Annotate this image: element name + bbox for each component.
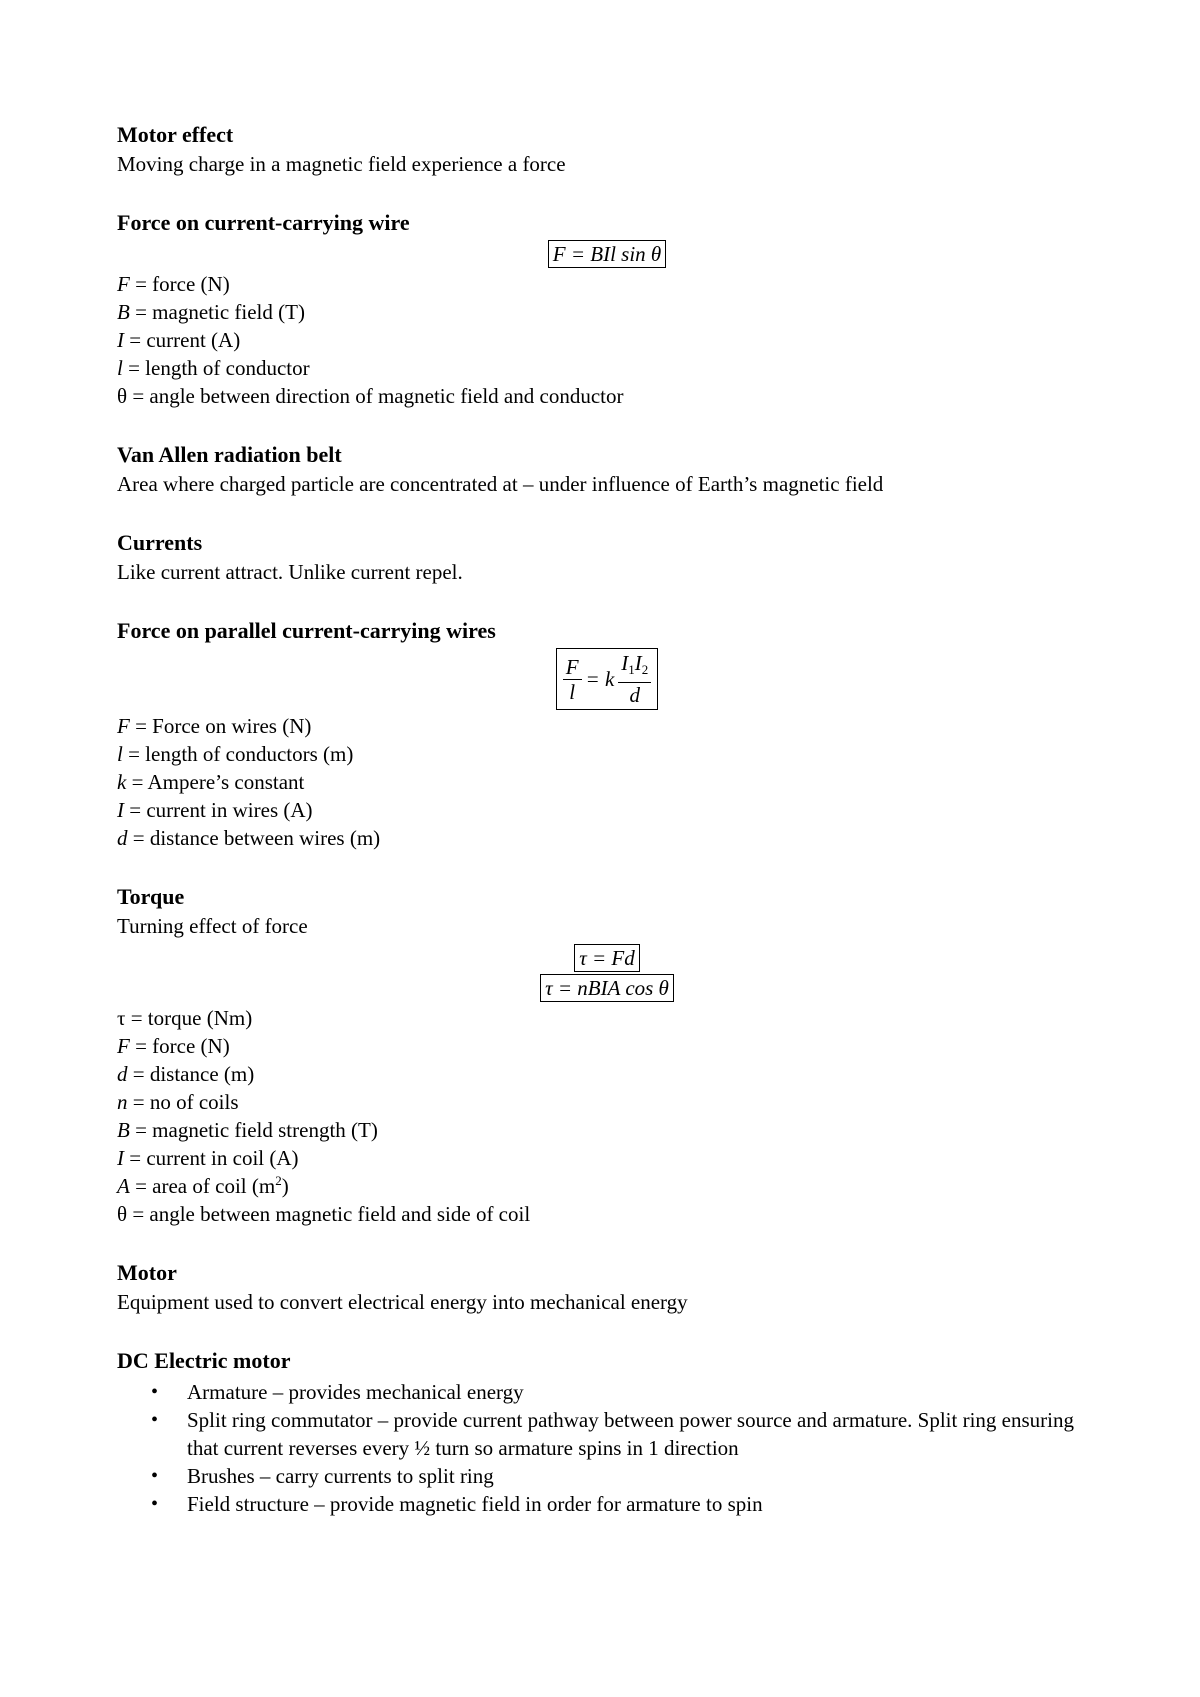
fraction-lhs	[563, 655, 582, 704]
text-currents: Like current attract. Unlike current repel.	[117, 560, 463, 584]
dc-motor-list	[117, 1378, 1097, 1518]
superscript-2: 2	[275, 1173, 282, 1188]
def-text: = angle between direction of magnetic field and conductor	[127, 384, 624, 408]
subscript-1: 1	[628, 662, 635, 677]
def-text-close: )	[281, 1174, 289, 1198]
def-symbol: l	[117, 356, 123, 380]
section-force-wire	[117, 208, 1097, 410]
def-text: = no of coils	[127, 1090, 239, 1114]
def-line	[117, 1144, 1097, 1172]
heading-motor: Motor	[117, 1260, 177, 1285]
equation-parallel	[556, 648, 659, 710]
def-text: = distance between wires (m)	[127, 826, 381, 850]
def-line	[117, 1004, 1097, 1032]
document-page	[117, 120, 1097, 1548]
def-symbol: θ	[117, 1202, 128, 1226]
heading-dc-motor: DC Electric motor	[117, 1348, 291, 1373]
def-symbol: τ	[117, 1006, 126, 1030]
def-line	[117, 298, 1097, 326]
def-line	[117, 1172, 1097, 1200]
text-motor: Equipment used to convert electrical energy into mechanical energy	[117, 1290, 688, 1314]
equation-mid: = k	[585, 667, 615, 691]
def-text: = current in coil (A)	[124, 1146, 299, 1170]
fraction-rhs	[618, 651, 651, 707]
heading-currents: Currents	[117, 530, 203, 555]
def-text: = force (N)	[129, 1034, 230, 1058]
def-symbol: n	[117, 1090, 128, 1114]
def-text: = angle between magnetic field and side of coil	[127, 1202, 531, 1226]
section-parallel-wires	[117, 616, 1097, 852]
def-text: = current in wires (A)	[124, 798, 313, 822]
list-item: • Armature – provides mechanical energy	[187, 1378, 1097, 1406]
heading-parallel-wires: Force on parallel current-carrying wires	[117, 618, 496, 643]
fraction-numerator	[618, 651, 651, 683]
fraction-denominator: l	[569, 679, 576, 704]
heading-torque: Torque	[117, 884, 185, 909]
list-item: • Brushes – carry currents to split ring	[187, 1462, 1097, 1490]
text-torque: Turning effect of force	[117, 914, 308, 938]
def-symbol: θ	[117, 384, 128, 408]
equation-torque-2: τ = nBIA cos θ	[540, 974, 674, 1002]
def-symbol: d	[117, 826, 128, 850]
equation-torque-1: τ = Fd	[574, 944, 640, 972]
equation-force-wire: F = BIl sin θ	[548, 240, 666, 268]
heading-force-wire: Force on current-carrying wire	[117, 210, 410, 235]
def-symbol: A	[117, 1174, 130, 1198]
def-text: = torque (Nm)	[125, 1006, 253, 1030]
def-line	[117, 382, 1097, 410]
def-line	[117, 1200, 1097, 1228]
defs-force-wire	[117, 270, 1097, 410]
def-line	[117, 824, 1097, 852]
def-text: = distance (m)	[127, 1062, 255, 1086]
def-symbol: B	[117, 1118, 130, 1142]
def-symbol: I	[117, 798, 124, 822]
subscript-2: 2	[641, 662, 649, 677]
def-text: = magnetic field strength (T)	[129, 1118, 378, 1142]
def-text: = length of conductors (m)	[122, 742, 354, 766]
current-1: I	[621, 651, 629, 675]
def-symbol: I	[117, 328, 124, 352]
def-text: = Ampere’s constant	[126, 770, 305, 794]
section-motor-effect	[117, 120, 1097, 178]
equation-force-wire-wrap	[117, 240, 1097, 268]
def-line	[117, 768, 1097, 796]
def-line	[117, 326, 1097, 354]
def-symbol: F	[117, 714, 130, 738]
def-symbol: d	[117, 1062, 128, 1086]
def-line	[117, 1032, 1097, 1060]
def-line	[117, 1060, 1097, 1088]
def-symbol: k	[117, 770, 127, 794]
equation-torque-1-wrap	[117, 944, 1097, 972]
list-item: • Split ring commutator – provide current pathway between power source and armature. Split ring ensuring that current reverses every ½ turn so armature spins in 1 direction	[187, 1406, 1097, 1462]
def-symbol: l	[117, 742, 123, 766]
fraction-numerator: F	[563, 655, 582, 680]
equation-torque-2-wrap	[117, 974, 1097, 1002]
def-symbol: F	[117, 272, 130, 296]
def-line	[117, 270, 1097, 298]
fraction-denominator: d	[629, 683, 641, 707]
def-symbol: B	[117, 300, 130, 324]
heading-van-allen: Van Allen radiation belt	[117, 442, 342, 467]
section-dc-motor	[117, 1346, 1097, 1518]
section-torque	[117, 882, 1097, 1228]
def-line	[117, 1088, 1097, 1116]
list-item: • Field structure – provide magnetic field in order for armature to spin	[187, 1490, 1097, 1518]
section-currents	[117, 528, 1097, 586]
def-text: = force (N)	[129, 272, 230, 296]
equation-parallel-wrap	[117, 648, 1097, 710]
def-symbol: F	[117, 1034, 130, 1058]
def-text: = current (A)	[124, 328, 241, 352]
def-text: = length of conductor	[122, 356, 310, 380]
def-symbol: I	[117, 1146, 124, 1170]
def-line	[117, 1116, 1097, 1144]
section-van-allen	[117, 440, 1097, 498]
current-2: I	[634, 651, 642, 675]
section-motor	[117, 1258, 1097, 1316]
def-text: = magnetic field (T)	[129, 300, 305, 324]
def-text: = area of coil (m	[129, 1174, 276, 1198]
heading-motor-effect: Motor effect	[117, 122, 234, 147]
text-van-allen: Area where charged particle are concentrated at – under influence of Earth’s magnetic field	[117, 472, 884, 496]
text-motor-effect: Moving charge in a magnetic field experience a force	[117, 152, 566, 176]
def-line	[117, 740, 1097, 768]
def-text: = Force on wires (N)	[129, 714, 312, 738]
def-line	[117, 712, 1097, 740]
def-line	[117, 796, 1097, 824]
def-line	[117, 354, 1097, 382]
defs-torque	[117, 1004, 1097, 1228]
defs-parallel	[117, 712, 1097, 852]
